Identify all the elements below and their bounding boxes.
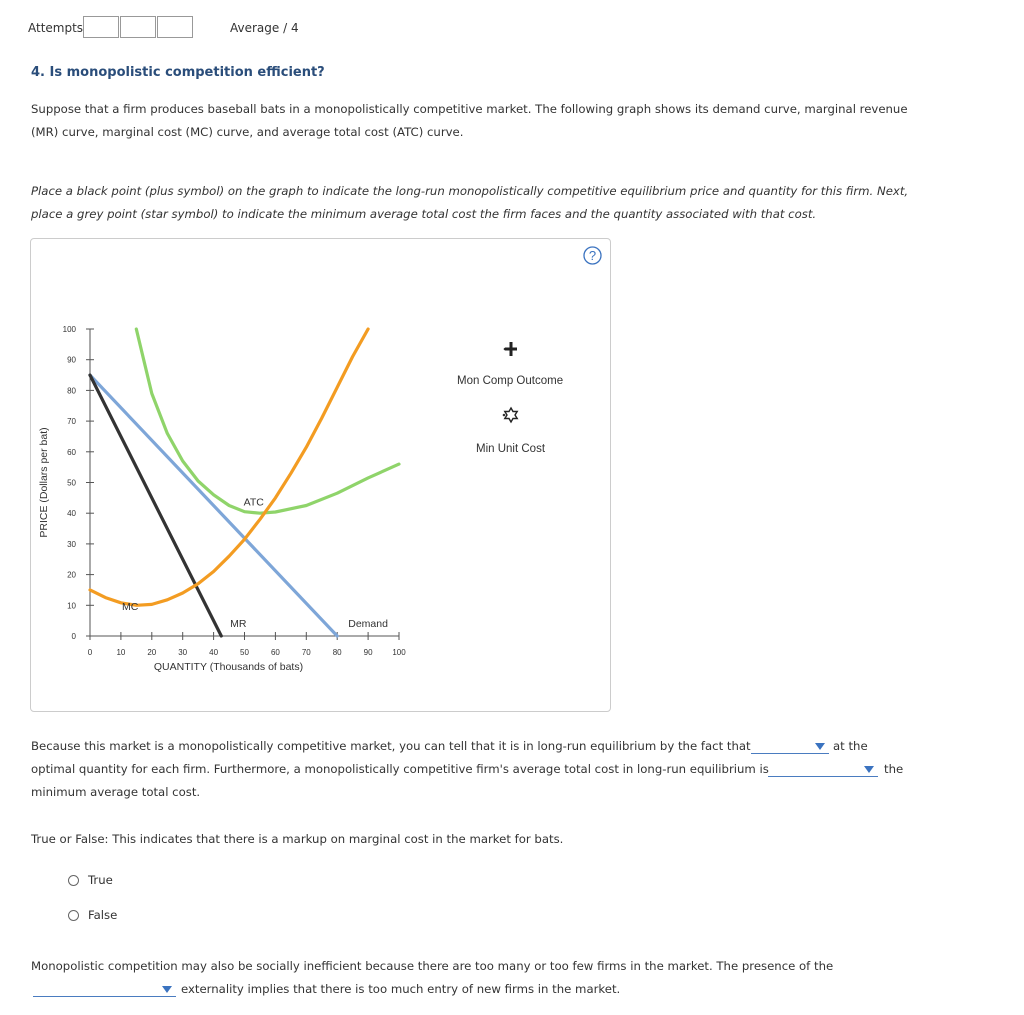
attempt-box-1	[83, 16, 119, 38]
answer-line-2-tail: the	[884, 762, 904, 776]
x-tick-label: 30	[178, 648, 188, 657]
attempts-label: Attempts	[28, 21, 84, 35]
atc-curve	[136, 329, 399, 513]
instruction-line-2: place a grey point (star symbol) to indicate the minimum average total cost the firm faces and the quantity associated with that cost.	[31, 207, 817, 221]
plus-marker-icon[interactable]	[504, 342, 517, 356]
y-tick-label: 10	[67, 601, 76, 611]
x-tick-label: 90	[363, 648, 373, 657]
intro-line-2: (MR) curve, marginal cost (MC) curve, and average total cost (ATC) curve.	[31, 125, 464, 139]
y-axis-label: PRICE (Dollars per bat)	[38, 427, 50, 538]
mr-label: MR	[230, 618, 247, 630]
externality-dropdown[interactable]	[33, 983, 176, 997]
intro-line-1: Suppose that a firm produces baseball bats in a monopolistically competitive market. The following graph shows its demand curve, marginal revenue	[31, 102, 908, 116]
y-tick-label: 50	[67, 478, 76, 488]
equilibrium-condition-dropdown[interactable]	[751, 740, 829, 754]
graph-panel	[30, 238, 611, 712]
y-tick-label: 60	[67, 447, 76, 457]
y-tick-label: 30	[67, 539, 76, 549]
y-tick-label: 70	[67, 417, 76, 427]
y-tick-label: 20	[67, 570, 76, 580]
answer-line-2: optimal quantity for each firm. Furthermore, a monopolistically competitive firm's average total cost in long-run equilibrium is	[31, 762, 769, 776]
attempt-box-2	[120, 16, 156, 38]
mon-comp-outcome-label: Mon Comp Outcome	[457, 375, 564, 387]
star-marker-icon[interactable]	[503, 408, 518, 422]
atc-label: ATC	[243, 496, 264, 509]
mc-label: MC	[121, 600, 139, 613]
chevron-down-icon	[162, 986, 172, 993]
x-tick-label: 40	[209, 648, 219, 657]
chevron-down-icon	[815, 743, 825, 750]
demand-label: Demand	[348, 618, 388, 630]
mc-curve	[90, 329, 368, 605]
option-false[interactable]	[68, 908, 117, 922]
x-tick-label: 10	[116, 648, 126, 657]
x-tick-label: 0	[87, 648, 93, 657]
y-tick-label: 90	[67, 355, 76, 365]
question-title: 4. Is monopolistic competition efficient?	[31, 65, 325, 80]
instruction-line-1: Place a black point (plus symbol) on the graph to indicate the long-run monopolistically competitive equilibrium price and quantity for this firm. Next,	[31, 184, 909, 198]
x-axis-label: QUANTITY (Thousands of bats)	[153, 661, 304, 673]
y-tick-label: 100	[62, 325, 76, 334]
x-tick-label: 60	[270, 648, 280, 657]
true-false-question: True or False: This indicates that there is a markup on marginal cost in the market for bats.	[31, 832, 564, 846]
mr-curve	[90, 375, 221, 636]
x-tick-label: 100	[392, 648, 406, 657]
true-label: True	[88, 873, 113, 887]
y-tick-label: 40	[67, 509, 76, 519]
chevron-down-icon	[864, 766, 874, 773]
false-label: False	[88, 908, 118, 922]
answer-line-3: minimum average total cost.	[31, 785, 201, 799]
y-tick-label: 80	[67, 386, 76, 396]
attempt-box-3	[157, 16, 193, 38]
x-tick-label: 70	[301, 648, 311, 657]
help-symbol: ?	[588, 248, 597, 263]
externality-line-2: externality implies that there is too much entry of new firms in the market.	[181, 982, 621, 996]
false-radio[interactable]	[68, 910, 79, 921]
x-tick-label: 50	[240, 648, 249, 657]
externality-line-1: Monopolistic competition may also be socially inefficient because there are too many or too few firms in the market. The presence of the	[31, 959, 834, 973]
min-unit-cost-label: Min Unit Cost	[476, 443, 546, 455]
answer-line-1: Because this market is a monopolistically competitive market, you can tell that it is in long-run equilibrium by the fact that	[31, 739, 751, 753]
y-tick-label: 0	[71, 632, 76, 641]
average-label: Average / 4	[230, 21, 299, 35]
chart[interactable]	[31, 239, 610, 711]
x-tick-label: 20	[147, 648, 157, 657]
atc-comparison-dropdown[interactable]	[768, 763, 878, 777]
x-tick-label: 80	[332, 648, 342, 657]
option-true[interactable]	[68, 873, 113, 887]
answer-line-1-tail: at the	[833, 739, 868, 753]
true-radio[interactable]	[68, 875, 79, 886]
